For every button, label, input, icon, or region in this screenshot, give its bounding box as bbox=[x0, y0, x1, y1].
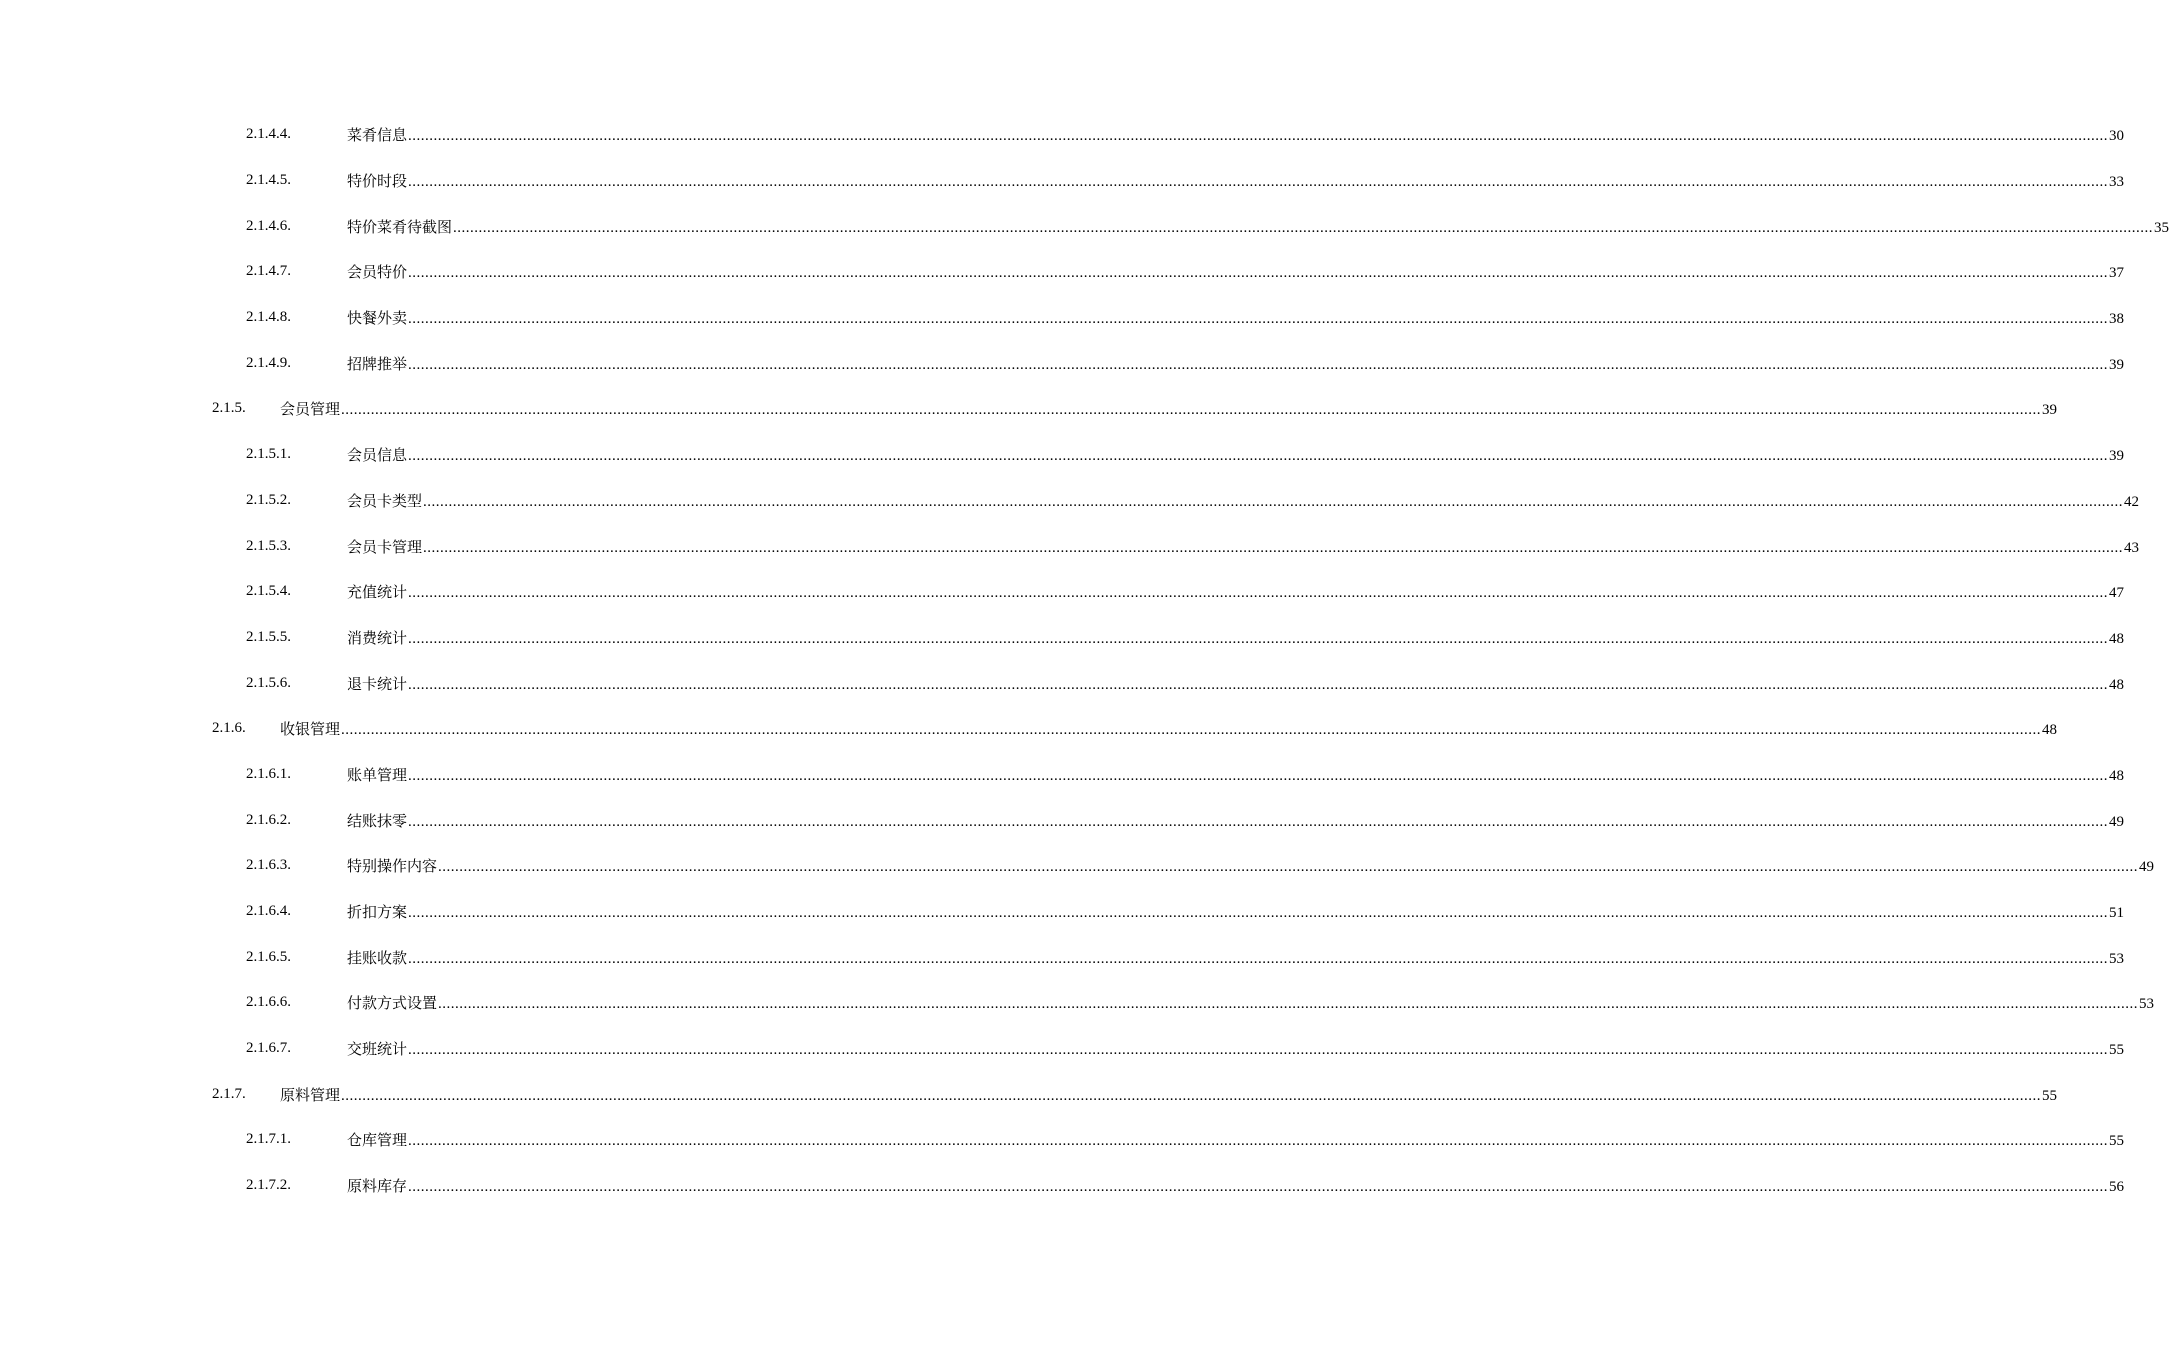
toc-entry-title: 挂账收款 bbox=[347, 950, 408, 967]
toc-entry-number: 2.1.6.3. bbox=[246, 857, 291, 874]
toc-entry-number: 2.1.4.5. bbox=[246, 172, 291, 189]
toc-entry-number: 2.1.4.7. bbox=[246, 263, 291, 280]
toc-entry[interactable] bbox=[0, 569, 2125, 615]
toc-entry-title: 充值统计 bbox=[347, 585, 408, 602]
toc-entry-line bbox=[347, 536, 2140, 557]
toc-entry-number: 2.1.6.6. bbox=[246, 994, 291, 1011]
toc-entry-title: 会员卡管理 bbox=[347, 539, 423, 556]
toc-entry-page-number: 55 bbox=[2109, 1133, 2125, 1150]
toc-entry[interactable] bbox=[0, 934, 2125, 980]
toc-entry[interactable] bbox=[0, 340, 2125, 386]
toc-entry-number: 2.1.4.9. bbox=[246, 354, 291, 371]
toc-dot-leader: ................................................................................................................................................................................................................................................................................................................................................................................................................ bbox=[408, 356, 2109, 373]
toc-dot-leader: ................................................................................................................................................................................................................................................................................................................................................................................................................ bbox=[341, 722, 2042, 739]
toc-entry-line bbox=[347, 216, 2169, 237]
toc-dot-leader: ................................................................................................................................................................................................................................................................................................................................................................................................................ bbox=[423, 493, 2124, 510]
toc-entry-page-number: 48 bbox=[2109, 767, 2125, 784]
toc-entry-title: 菜肴信息 bbox=[347, 128, 408, 145]
toc-entry-page-number: 56 bbox=[2109, 1179, 2125, 1196]
toc-entry[interactable] bbox=[0, 158, 2125, 204]
toc-entry-line bbox=[347, 992, 2155, 1013]
toc-entry-page-number: 39 bbox=[2042, 402, 2058, 419]
toc-entry[interactable] bbox=[0, 660, 2125, 706]
toc-dot-leader: ................................................................................................................................................................................................................................................................................................................................................................................................................ bbox=[408, 1133, 2109, 1150]
toc-entry-number: 2.1.5.6. bbox=[246, 674, 291, 691]
toc-entry-number: 2.1.5.1. bbox=[246, 446, 291, 463]
toc-entry-page-number: 49 bbox=[2109, 813, 2125, 830]
toc-entry-number: 2.1.4.6. bbox=[246, 217, 291, 234]
toc-entry[interactable] bbox=[0, 889, 2125, 935]
toc-entry-page-number: 47 bbox=[2109, 585, 2125, 602]
toc-dot-leader: ................................................................................................................................................................................................................................................................................................................................................................................................................ bbox=[408, 1179, 2109, 1196]
toc-dot-leader: ................................................................................................................................................................................................................................................................................................................................................................................................................ bbox=[408, 905, 2109, 922]
toc-entry[interactable] bbox=[0, 523, 2140, 569]
toc-entry-page-number: 39 bbox=[2109, 448, 2125, 465]
toc-dot-leader: ................................................................................................................................................................................................................................................................................................................................................................................................................ bbox=[453, 219, 2154, 236]
toc-entry-line bbox=[280, 718, 2058, 739]
toc-entry[interactable] bbox=[0, 1071, 2058, 1117]
toc-entry-title: 招牌推举 bbox=[347, 356, 408, 373]
toc-entry-line bbox=[347, 947, 2125, 968]
toc-entry-line bbox=[347, 353, 2125, 374]
toc-dot-leader: ................................................................................................................................................................................................................................................................................................................................................................................................................ bbox=[438, 996, 2139, 1013]
toc-entry-number: 2.1.5.5. bbox=[246, 628, 291, 645]
toc-dot-leader: ................................................................................................................................................................................................................................................................................................................................................................................................................ bbox=[408, 1042, 2109, 1059]
toc-entry-line bbox=[347, 1175, 2125, 1196]
toc-entry-number: 2.1.6.2. bbox=[246, 811, 291, 828]
toc-entry-number: 2.1.6.5. bbox=[246, 948, 291, 965]
toc-entry-line bbox=[347, 810, 2125, 831]
toc-entry-title: 账单管理 bbox=[347, 767, 408, 784]
toc-entry[interactable] bbox=[0, 203, 2169, 249]
toc-entry-number: 2.1.5. bbox=[212, 400, 246, 417]
toc-dot-leader: ................................................................................................................................................................................................................................................................................................................................................................................................................ bbox=[408, 128, 2109, 145]
toc-entry-line bbox=[347, 124, 2125, 145]
toc-entry-title: 原料管理 bbox=[280, 1087, 341, 1104]
toc-entry-number: 2.1.6. bbox=[212, 720, 246, 737]
toc-entry-page-number: 51 bbox=[2109, 905, 2125, 922]
toc-entry-page-number: 42 bbox=[2124, 493, 2140, 510]
toc-entry-title: 特别操作内容 bbox=[347, 859, 438, 876]
toc-entry[interactable] bbox=[0, 386, 2058, 432]
toc-entry-page-number: 38 bbox=[2109, 311, 2125, 328]
toc-entry-page-number: 30 bbox=[2109, 128, 2125, 145]
toc-entry-title: 会员特价 bbox=[347, 265, 408, 282]
toc-entry[interactable] bbox=[0, 112, 2125, 158]
toc-entry-page-number: 39 bbox=[2109, 356, 2125, 373]
toc-entry-title: 原料库存 bbox=[347, 1179, 408, 1196]
toc-entry-number: 2.1.6.4. bbox=[246, 903, 291, 920]
toc-entry-line bbox=[347, 855, 2155, 876]
toc-entry-page-number: 48 bbox=[2109, 676, 2125, 693]
toc-entry-line bbox=[347, 170, 2125, 191]
toc-entry-line bbox=[347, 581, 2125, 602]
toc-entry-title: 交班统计 bbox=[347, 1042, 408, 1059]
toc-entry-number: 2.1.7.2. bbox=[246, 1177, 291, 1194]
toc-entry[interactable] bbox=[0, 1163, 2125, 1209]
toc-entry-title: 结账抹零 bbox=[347, 813, 408, 830]
toc-entry-title: 会员信息 bbox=[347, 448, 408, 465]
toc-entry-number: 2.1.5.3. bbox=[246, 537, 291, 554]
toc-entry-page-number: 43 bbox=[2124, 539, 2140, 556]
toc-entry[interactable] bbox=[0, 615, 2125, 661]
toc-entry[interactable] bbox=[0, 752, 2125, 798]
table-of-contents bbox=[0, 112, 2169, 1209]
toc-dot-leader: ................................................................................................................................................................................................................................................................................................................................................................................................................ bbox=[438, 859, 2139, 876]
toc-entry-number: 2.1.5.4. bbox=[246, 583, 291, 600]
toc-entry-line bbox=[347, 764, 2125, 785]
toc-entry-page-number: 53 bbox=[2139, 996, 2155, 1013]
toc-entry-page-number: 55 bbox=[2042, 1087, 2058, 1104]
toc-entry-title: 付款方式设置 bbox=[347, 996, 438, 1013]
toc-entry-title: 会员管理 bbox=[280, 402, 341, 419]
toc-entry-title: 特价时段 bbox=[347, 174, 408, 191]
toc-entry-line bbox=[347, 444, 2125, 465]
toc-entry-number: 2.1.7.1. bbox=[246, 1131, 291, 1148]
toc-entry-page-number: 33 bbox=[2109, 174, 2125, 191]
toc-entry-line bbox=[347, 901, 2125, 922]
toc-entry[interactable] bbox=[0, 1117, 2125, 1163]
toc-entry[interactable] bbox=[0, 249, 2125, 295]
toc-entry-title: 折扣方案 bbox=[347, 905, 408, 922]
toc-entry-title: 快餐外卖 bbox=[347, 311, 408, 328]
toc-entry-line bbox=[347, 1129, 2125, 1150]
toc-entry-page-number: 48 bbox=[2109, 630, 2125, 647]
toc-entry-line bbox=[347, 627, 2125, 648]
toc-entry[interactable] bbox=[0, 432, 2125, 478]
toc-entry-number: 2.1.7. bbox=[212, 1085, 246, 1102]
toc-entry[interactable] bbox=[0, 843, 2155, 889]
toc-dot-leader: ................................................................................................................................................................................................................................................................................................................................................................................................................ bbox=[423, 539, 2124, 556]
toc-dot-leader: ................................................................................................................................................................................................................................................................................................................................................................................................................ bbox=[408, 676, 2109, 693]
toc-entry-number: 2.1.4.4. bbox=[246, 126, 291, 143]
toc-dot-leader: ................................................................................................................................................................................................................................................................................................................................................................................................................ bbox=[408, 174, 2109, 191]
toc-entry-title: 仓库管理 bbox=[347, 1133, 408, 1150]
toc-entry-line bbox=[347, 261, 2125, 282]
toc-dot-leader: ................................................................................................................................................................................................................................................................................................................................................................................................................ bbox=[408, 630, 2109, 647]
toc-dot-leader: ................................................................................................................................................................................................................................................................................................................................................................................................................ bbox=[341, 1087, 2042, 1104]
toc-entry[interactable] bbox=[0, 295, 2125, 341]
toc-entry-line bbox=[280, 1084, 2058, 1105]
toc-dot-leader: ................................................................................................................................................................................................................................................................................................................................................................................................................ bbox=[408, 585, 2109, 602]
toc-entry-page-number: 35 bbox=[2154, 219, 2169, 236]
toc-entry-page-number: 55 bbox=[2109, 1042, 2125, 1059]
toc-entry-line bbox=[347, 490, 2140, 511]
toc-dot-leader: ................................................................................................................................................................................................................................................................................................................................................................................................................ bbox=[408, 813, 2109, 830]
toc-entry-title: 消费统计 bbox=[347, 630, 408, 647]
toc-entry-number: 2.1.5.2. bbox=[246, 491, 291, 508]
toc-dot-leader: ................................................................................................................................................................................................................................................................................................................................................................................................................ bbox=[341, 402, 2042, 419]
toc-entry-line bbox=[347, 673, 2125, 694]
toc-entry-page-number: 48 bbox=[2042, 722, 2058, 739]
toc-entry[interactable] bbox=[0, 797, 2125, 843]
toc-entry[interactable] bbox=[0, 1026, 2125, 1072]
toc-entry-title: 收银管理 bbox=[280, 722, 341, 739]
toc-entry[interactable] bbox=[0, 478, 2140, 524]
toc-entry-number: 2.1.6.7. bbox=[246, 1040, 291, 1057]
toc-entry-title: 会员卡类型 bbox=[347, 493, 423, 510]
toc-entry-line bbox=[280, 398, 2058, 419]
toc-entry-number: 2.1.6.1. bbox=[246, 765, 291, 782]
toc-entry-line bbox=[347, 1038, 2125, 1059]
toc-entry-line bbox=[347, 307, 2125, 328]
toc-entry-title: 退卡统计 bbox=[347, 676, 408, 693]
toc-entry-number: 2.1.4.8. bbox=[246, 309, 291, 326]
toc-dot-leader: ................................................................................................................................................................................................................................................................................................................................................................................................................ bbox=[408, 448, 2109, 465]
toc-entry-title: 特价菜肴待截图 bbox=[347, 219, 453, 236]
toc-entry-page-number: 53 bbox=[2109, 950, 2125, 967]
toc-entry-page-number: 37 bbox=[2109, 265, 2125, 282]
toc-dot-leader: ................................................................................................................................................................................................................................................................................................................................................................................................................ bbox=[408, 311, 2109, 328]
toc-dot-leader: ................................................................................................................................................................................................................................................................................................................................................................................................................ bbox=[408, 265, 2109, 282]
toc-entry[interactable] bbox=[0, 980, 2155, 1026]
toc-dot-leader: ................................................................................................................................................................................................................................................................................................................................................................................................................ bbox=[408, 950, 2109, 967]
toc-entry-page-number: 49 bbox=[2139, 859, 2155, 876]
toc-dot-leader: ................................................................................................................................................................................................................................................................................................................................................................................................................ bbox=[408, 767, 2109, 784]
toc-entry[interactable] bbox=[0, 706, 2058, 752]
